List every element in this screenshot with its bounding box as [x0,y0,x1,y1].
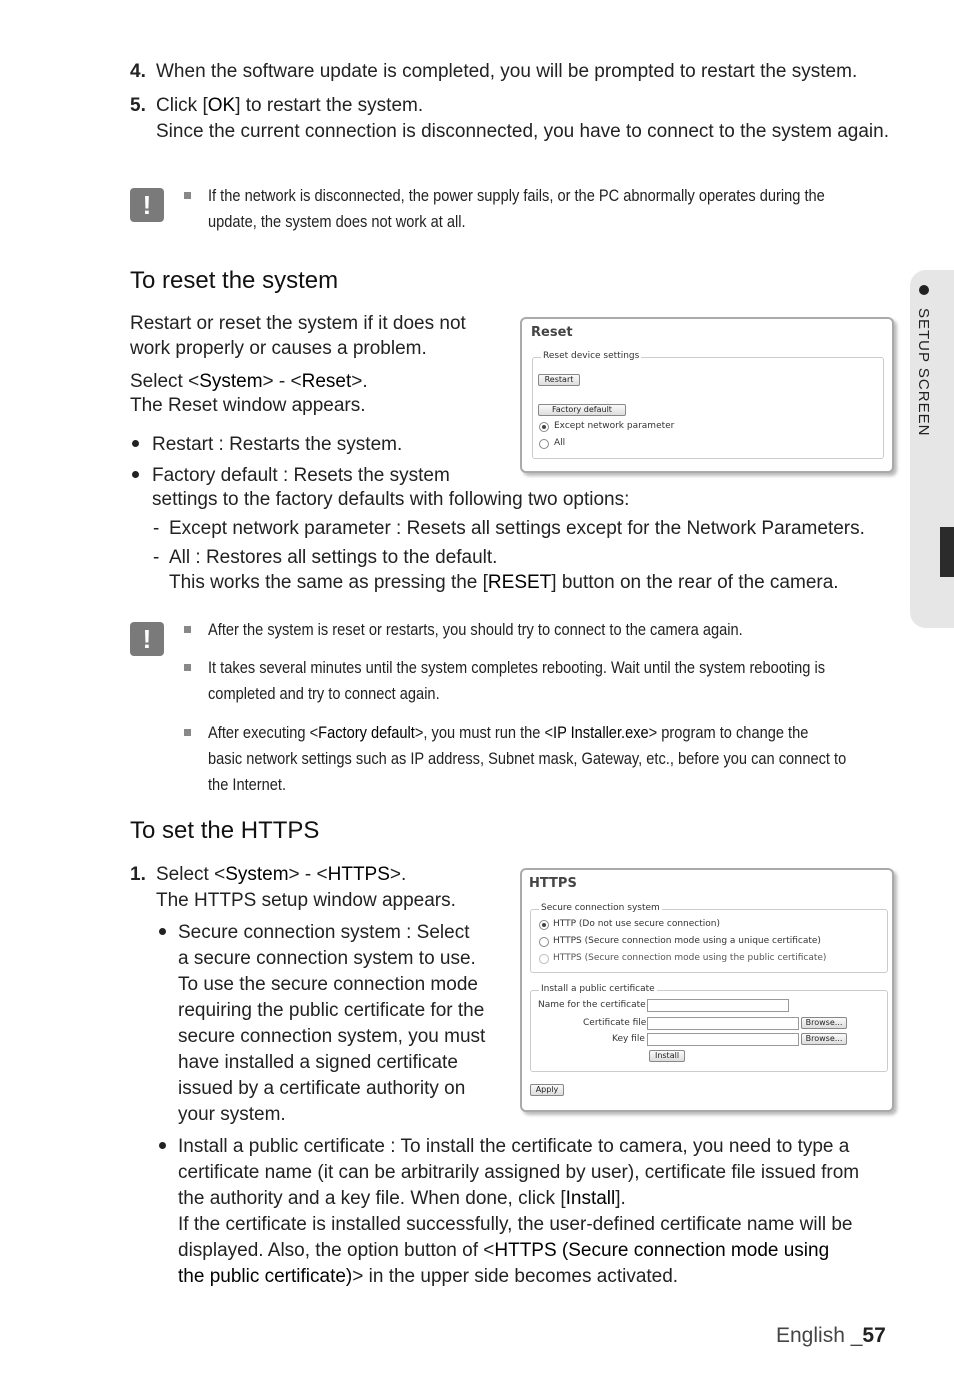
note-line: If the network is disconnected, the power supply fails, or the PC abnormally operates during the [208,186,825,205]
note-line: update, the system does not work at all. [208,212,466,231]
all-radio[interactable] [539,439,549,449]
paragraph-line: Select <System> - <Reset>. [130,371,368,392]
factory-default-button[interactable]: Factory default [538,404,626,416]
option-text: Except network parameter : Resets all settings except for the Network Parameters. [169,518,865,539]
bullet-text: Factory default : Resets the system [152,465,450,486]
bullet-text: the public certificate)> in the upper side becomes activated. [178,1266,679,1287]
bullet-text: issued by a certificate authority on [178,1078,466,1099]
bullet-icon [159,928,166,935]
paragraph-line: Restart or reset the system if it does not [130,313,466,334]
bullet-text: settings to the factory defaults with following two options: [152,489,630,510]
note-line: completed and try to connect again. [208,684,440,703]
bullet-text: the authority and a key file. When done, click [Install]. [178,1188,626,1209]
reset-fieldset [532,351,884,459]
step-number: 5. [130,95,146,116]
square-bullet-icon [184,664,191,671]
bullet-icon [132,471,139,478]
square-bullet-icon [184,626,191,633]
radio-label: HTTPS (Secure connection mode using the public certificate) [553,953,827,963]
option-text: This works the same as pressing the [RESET] button on the rear of the camera. [169,572,839,593]
page-number: 57 [862,1324,886,1347]
page-footer [776,1324,886,1348]
reset-window [520,317,894,473]
http-radio[interactable] [539,920,549,930]
radio-label: HTTP (Do not use secure connection) [553,919,720,929]
bullet-text: secure connection system, you must [178,1026,486,1047]
side-tab-marker [940,527,954,577]
note-line: basic network settings such as IP address, Subnet mask, Gateway, etc., before you can connect to [208,749,847,768]
https-window [520,868,894,1112]
step-text: When the software update is completed, you will be prompted to restart the system. [156,61,858,82]
square-bullet-icon [184,729,191,736]
window-title: Reset [531,325,573,340]
fieldset-legend: Secure connection system [541,903,660,913]
step-text: The HTTPS setup window appears. [156,890,456,911]
side-tab-label: SETUP SCREEN [915,308,932,437]
option-text: All : Restores all settings to the default. [169,547,498,568]
bullet-text: Install a public certificate : To install the certificate to camera, you need to type a [178,1136,850,1157]
restart-button[interactable]: Restart [538,374,580,386]
field-label: Name for the certificate [538,1000,646,1010]
browse-key-button[interactable]: Browse... [801,1033,847,1045]
field-label: Key file [612,1034,645,1044]
https-unique-radio[interactable] [539,937,549,947]
bullet-text: Restart : Restarts the system. [152,434,403,455]
note-line: After executing <Factory default>, you must run the <IP Installer.exe> program to change the [208,723,809,742]
footer-language: English _ [776,1324,863,1347]
bullet-text: displayed. Also, the option button of <HTTPS (Secure connection mode using [178,1240,830,1261]
paragraph-line: The Reset window appears. [130,395,366,416]
paragraph-line: work properly or causes a problem. [130,338,427,359]
square-bullet-icon [184,192,191,199]
warning-icon: ! [130,188,164,222]
bullet-text: a secure connection system to use. [178,948,476,969]
bullet-text: your system. [178,1104,286,1125]
except-network-radio[interactable] [539,422,549,432]
step-number: 4. [130,61,146,82]
bullet-text: certificate name (it can be arbitrarily assigned by user), certificate file issued from [178,1162,860,1183]
key-file-input[interactable] [647,1033,799,1046]
dash-mark: - [153,547,160,568]
step-text: Select <System> - <HTTPS>. [156,864,407,885]
field-label: Certificate file [583,1018,647,1028]
section-heading: To set the HTTPS [130,817,320,844]
note-line: the Internet. [208,775,287,794]
bullet-icon [132,440,139,447]
certificate-name-input[interactable] [647,999,789,1012]
secure-connection-fieldset [530,903,888,973]
bullet-text: Secure connection system : Select [178,922,470,943]
install-certificate-fieldset [530,984,888,1072]
note-line: After the system is reset or restarts, you should try to connect to the camera again. [208,620,743,639]
step-number: 1. [130,864,146,885]
bullet-text: If the certificate is installed successfully, the user-defined certificate name will be [178,1214,853,1235]
apply-button[interactable]: Apply [530,1084,564,1096]
section-heading: To reset the system [130,267,339,294]
step-text: Since the current connection is disconnected, you have to connect to the system again. [156,121,889,142]
https-public-radio[interactable] [539,954,549,964]
radio-label: All [554,438,566,448]
side-bullet-icon [919,285,929,295]
install-button[interactable]: Install [649,1050,685,1062]
radio-label: HTTPS (Secure connection mode using a unique certificate) [553,936,821,946]
fieldset-legend: Install a public certificate [541,984,655,994]
radio-label: Except network parameter [554,421,675,431]
warning-icon: ! [130,622,164,656]
bullet-text: have installed a signed certificate [178,1052,458,1073]
fieldset-legend: Reset device settings [543,351,640,361]
window-title: HTTPS [529,876,577,891]
dash-mark: - [153,518,160,539]
bullet-icon [159,1142,166,1149]
bullet-text: To use the secure connection mode [178,974,478,995]
browse-certificate-button[interactable]: Browse... [801,1017,847,1029]
step-text: Click [OK] to restart the system. [156,95,424,116]
bullet-text: requiring the public certificate for the [178,1000,485,1021]
certificate-file-input[interactable] [647,1017,799,1030]
note-line: It takes several minutes until the system completes rebooting. Wait until the system rebooting is [208,658,826,677]
